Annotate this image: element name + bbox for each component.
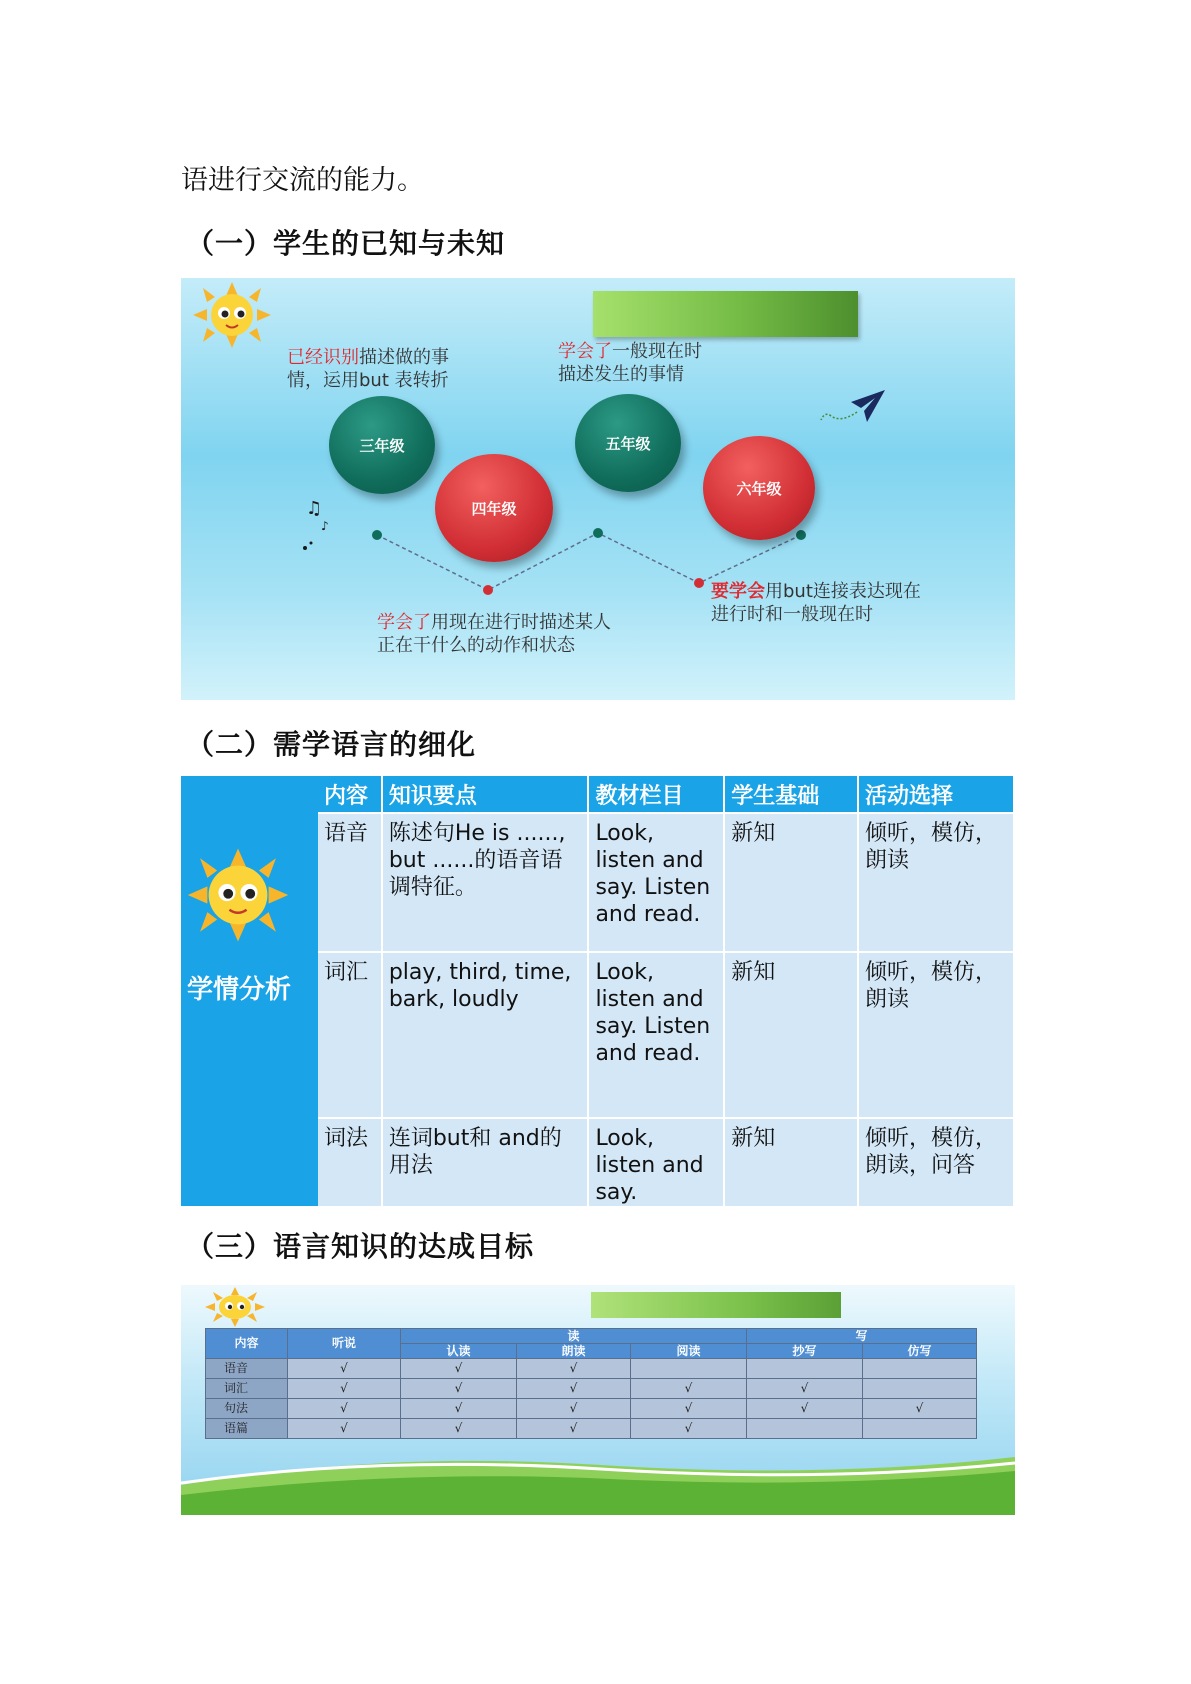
- check-cell: √: [517, 1419, 631, 1439]
- cell-knowledge: play, third, time, bark, loudly: [382, 952, 589, 1118]
- check-cell: [863, 1379, 977, 1399]
- svg-text:♫: ♫: [306, 498, 323, 519]
- note-grade6: 要学会用but连接表达现在 进行时和一般现在时: [711, 581, 921, 625]
- goals-sub-read-aloud: 朗读: [517, 1344, 631, 1359]
- check-cell: √: [517, 1359, 631, 1379]
- goals-sub-copy: 抄写: [747, 1344, 863, 1359]
- table-row: [318, 813, 1014, 952]
- check-cell: √: [631, 1419, 747, 1439]
- table-row: [206, 1359, 977, 1379]
- check-cell: [863, 1419, 977, 1439]
- sun-mascot-icon: [185, 846, 291, 944]
- note-grade5: 学会了一般现在时 描述发生的事情: [558, 341, 702, 385]
- cell-activity: 倾听，模仿，朗读: [858, 952, 1014, 1118]
- cell-knowledge: 陈述句He is ......, but ......的语音语调特征。: [382, 813, 589, 952]
- cell-basis: 新知: [724, 813, 858, 952]
- goals-header-write: 写: [747, 1329, 977, 1344]
- section-heading-3: （三）语言知识的达成目标: [186, 1230, 535, 1263]
- check-cell: √: [863, 1399, 977, 1419]
- header-knowledge: 知识要点: [382, 776, 589, 813]
- cell-section: Look, listen and say.: [588, 1118, 724, 1206]
- check-cell: [747, 1359, 863, 1379]
- side-label: 学情分析: [187, 975, 292, 1005]
- goals-sub-read: 认读: [401, 1344, 517, 1359]
- cell-basis: 新知: [724, 1118, 858, 1206]
- cell-content: 词法: [318, 1118, 382, 1206]
- check-cell: √: [288, 1359, 401, 1379]
- check-cell: √: [288, 1399, 401, 1419]
- goals-table: [205, 1328, 977, 1439]
- header-content: 内容: [318, 776, 382, 813]
- check-cell: √: [631, 1399, 747, 1419]
- cell-activity: 倾听，模仿，朗读，问答: [858, 1118, 1014, 1206]
- check-cell: [863, 1359, 977, 1379]
- cell-knowledge: 连词but和 and的用法: [382, 1118, 589, 1206]
- cell-content: 语音: [318, 813, 382, 952]
- check-cell: √: [288, 1419, 401, 1439]
- svg-text:♪: ♪: [321, 519, 329, 533]
- row-label: 语音: [206, 1359, 288, 1379]
- check-cell: √: [401, 1419, 517, 1439]
- check-cell: √: [401, 1379, 517, 1399]
- check-cell: √: [401, 1359, 517, 1379]
- paper-plane-icon: [821, 390, 885, 422]
- table-row: [318, 952, 1014, 1118]
- language-detail-table: [318, 776, 1015, 1206]
- grass-decoration: [181, 1445, 1015, 1515]
- note-grade4: 学会了用现在进行时描述某人 正在干什么的动作和状态: [377, 612, 611, 656]
- goals-header-read: 读: [401, 1329, 747, 1344]
- goals-header-content: 内容: [206, 1329, 288, 1359]
- table-row: [318, 1118, 1014, 1206]
- slide-language-breakdown: [181, 776, 1015, 1206]
- check-cell: √: [747, 1399, 863, 1419]
- note-grade3: 已经识别描述做的事 情，运用but 表转折: [287, 347, 449, 391]
- grade-4-circle: 四年级: [435, 454, 553, 562]
- table-row: [206, 1379, 977, 1399]
- check-cell: [631, 1359, 747, 1379]
- row-label: 句法: [206, 1399, 288, 1419]
- grade-3-circle: 三年级: [329, 396, 435, 494]
- check-cell: √: [517, 1399, 631, 1419]
- grade-6-circle: 六年级: [703, 436, 815, 540]
- title-banner: [591, 1292, 841, 1318]
- goals-sub-reading: 阅读: [631, 1344, 747, 1359]
- check-cell: √: [631, 1379, 747, 1399]
- music-note-icon: [303, 498, 329, 550]
- goals-header-listen: 听说: [288, 1329, 401, 1359]
- side-panel: [181, 776, 318, 1206]
- check-cell: √: [517, 1379, 631, 1399]
- grade-5-circle: 五年级: [575, 394, 681, 492]
- section-heading-2: （二）需学语言的细化: [186, 728, 477, 761]
- table-row: [206, 1399, 977, 1419]
- check-cell: [747, 1419, 863, 1439]
- row-label: 语篇: [206, 1419, 288, 1439]
- header-basis: 学生基础: [724, 776, 858, 813]
- cell-section: Look, listen and say. Listen and read.: [588, 952, 724, 1118]
- cell-activity: 倾听，模仿，朗读: [858, 813, 1014, 952]
- cell-section: Look, listen and say. Listen and read.: [588, 813, 724, 952]
- slide-knowledge-goals: [181, 1285, 1015, 1515]
- goals-header-row: [206, 1329, 977, 1344]
- row-label: 词汇: [206, 1379, 288, 1399]
- table-row: [206, 1419, 977, 1439]
- section-heading-1: （一）学生的已知与未知: [186, 227, 506, 260]
- header-section: 教材栏目: [588, 776, 724, 813]
- check-cell: √: [401, 1399, 517, 1419]
- check-cell: √: [288, 1379, 401, 1399]
- sun-mascot-icon: [199, 1287, 271, 1327]
- goals-sub-imitate: 仿写: [863, 1344, 977, 1359]
- intro-text: 语进行交流的能力。: [181, 165, 424, 196]
- cell-content: 词汇: [318, 952, 382, 1118]
- cell-basis: 新知: [724, 952, 858, 1118]
- header-activity: 活动选择: [858, 776, 1014, 813]
- check-cell: √: [747, 1379, 863, 1399]
- slide-known-unknown: [181, 278, 1015, 700]
- table-header-row: [318, 776, 1014, 813]
